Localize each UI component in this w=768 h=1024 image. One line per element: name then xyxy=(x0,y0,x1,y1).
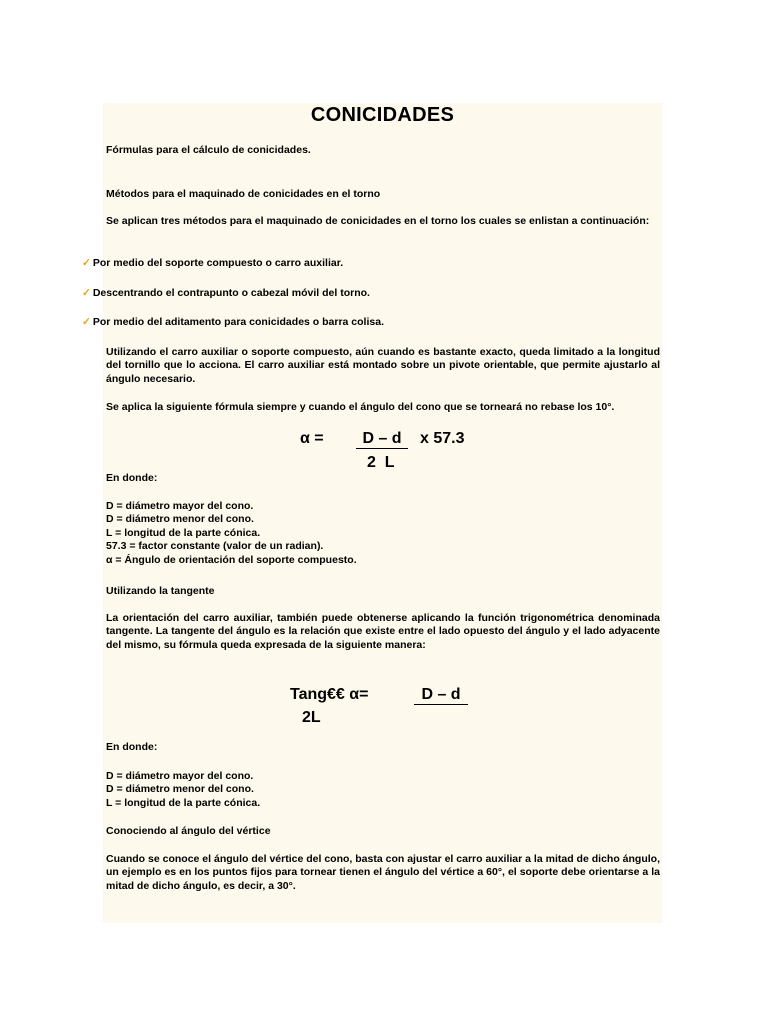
methods-heading: Métodos para el maquinado de conicidades en el torno xyxy=(106,188,381,200)
checkmark-icon: ✓ xyxy=(82,316,91,328)
definition-item: D = diámetro mayor del cono. xyxy=(106,770,254,782)
bullet-text: Por medio del soporte compuesto o carro auxiliar. xyxy=(92,257,344,269)
carro-paragraph: Utilizando el carro auxiliar o soporte compuesto, aún cuando es bastante exacto, queda limitado a la longitud del tornillo que lo acciona. El carro auxiliar está montado sobre un pivote orientable, que permite ajustarlo al ángulo necesario. xyxy=(106,346,660,385)
formula1-lhs: α = xyxy=(300,430,324,447)
definitions-list-2 xyxy=(106,770,260,810)
methods-intro: Se aplican tres métodos para el maquinado de conicidades en el torno los cuales se enlistan a continuación: xyxy=(106,215,650,227)
bullet-text: Descentrando el contrapunto o cabezal móvil del torno. xyxy=(92,287,370,299)
bullet-item-3 xyxy=(82,316,384,329)
formula2-numerator: D – d xyxy=(414,686,468,705)
definition-item: L = longitud de la parte cónica. xyxy=(106,526,261,539)
formula2-lhs: Tang€€ α= xyxy=(290,686,369,703)
definition-item: α = Ángulo de orientación del soporte compuesto. xyxy=(106,553,357,566)
where-label-1: En donde: xyxy=(106,472,158,484)
definition-item: D = diámetro menor del cono. xyxy=(106,783,254,796)
checkmark-icon: ✓ xyxy=(82,257,91,269)
checkmark-icon: ✓ xyxy=(82,287,91,299)
formula1-numerator: D – d xyxy=(356,430,408,449)
formula1-factor: x 57.3 xyxy=(420,430,465,447)
document-title: CONICIDADES xyxy=(310,104,455,126)
definition-item: 57.3 = factor constante (valor de un radian). xyxy=(106,540,324,553)
subtitle: Fórmulas para el cálculo de conicidades. xyxy=(106,144,311,156)
bullet-item-2 xyxy=(82,287,370,300)
where-label-2: En donde: xyxy=(106,741,158,753)
vertex-paragraph: Cuando se conoce el ángulo del vértice del cono, basta con ajustar el carro auxiliar a la mitad de dicho ángulo, un ejemplo es en los puntos fijos para tornear tienen el ángulo del vértice a 60°, el soporte debe orientarse a la mitad de dicho ángulo, es decir, a 30°. xyxy=(106,853,660,892)
definition-item: D = diámetro menor del cono. xyxy=(106,513,254,526)
formula-intro: Se aplica la siguiente fórmula siempre y cuando el ángulo del cono que se torneará no rebase los 10°. xyxy=(106,401,615,413)
tangent-paragraph: La orientación del carro auxiliar, también puede obtenerse aplicando la función trigonométrica denominada tangente. La tangente del ángulo es la relación que existe entre el lado opuesto del ángulo y el lado adyacente del mismo, su fórmula queda expresada de la siguiente manera: xyxy=(106,612,660,651)
bullet-text: Por medio del aditamento para conicidades o barra colisa. xyxy=(92,316,384,328)
definitions-list-1 xyxy=(106,500,357,567)
bullet-item-1 xyxy=(82,257,343,270)
definition-item: D = diámetro mayor del cono. xyxy=(106,500,254,512)
formula2-denominator: 2L xyxy=(302,709,321,726)
formula1-denominator: 2 L xyxy=(367,454,395,471)
vertex-heading: Conociendo al ángulo del vértice xyxy=(106,825,271,837)
definition-item: L = longitud de la parte cónica. xyxy=(106,796,261,809)
tangent-heading: Utilizando la tangente xyxy=(106,585,215,597)
